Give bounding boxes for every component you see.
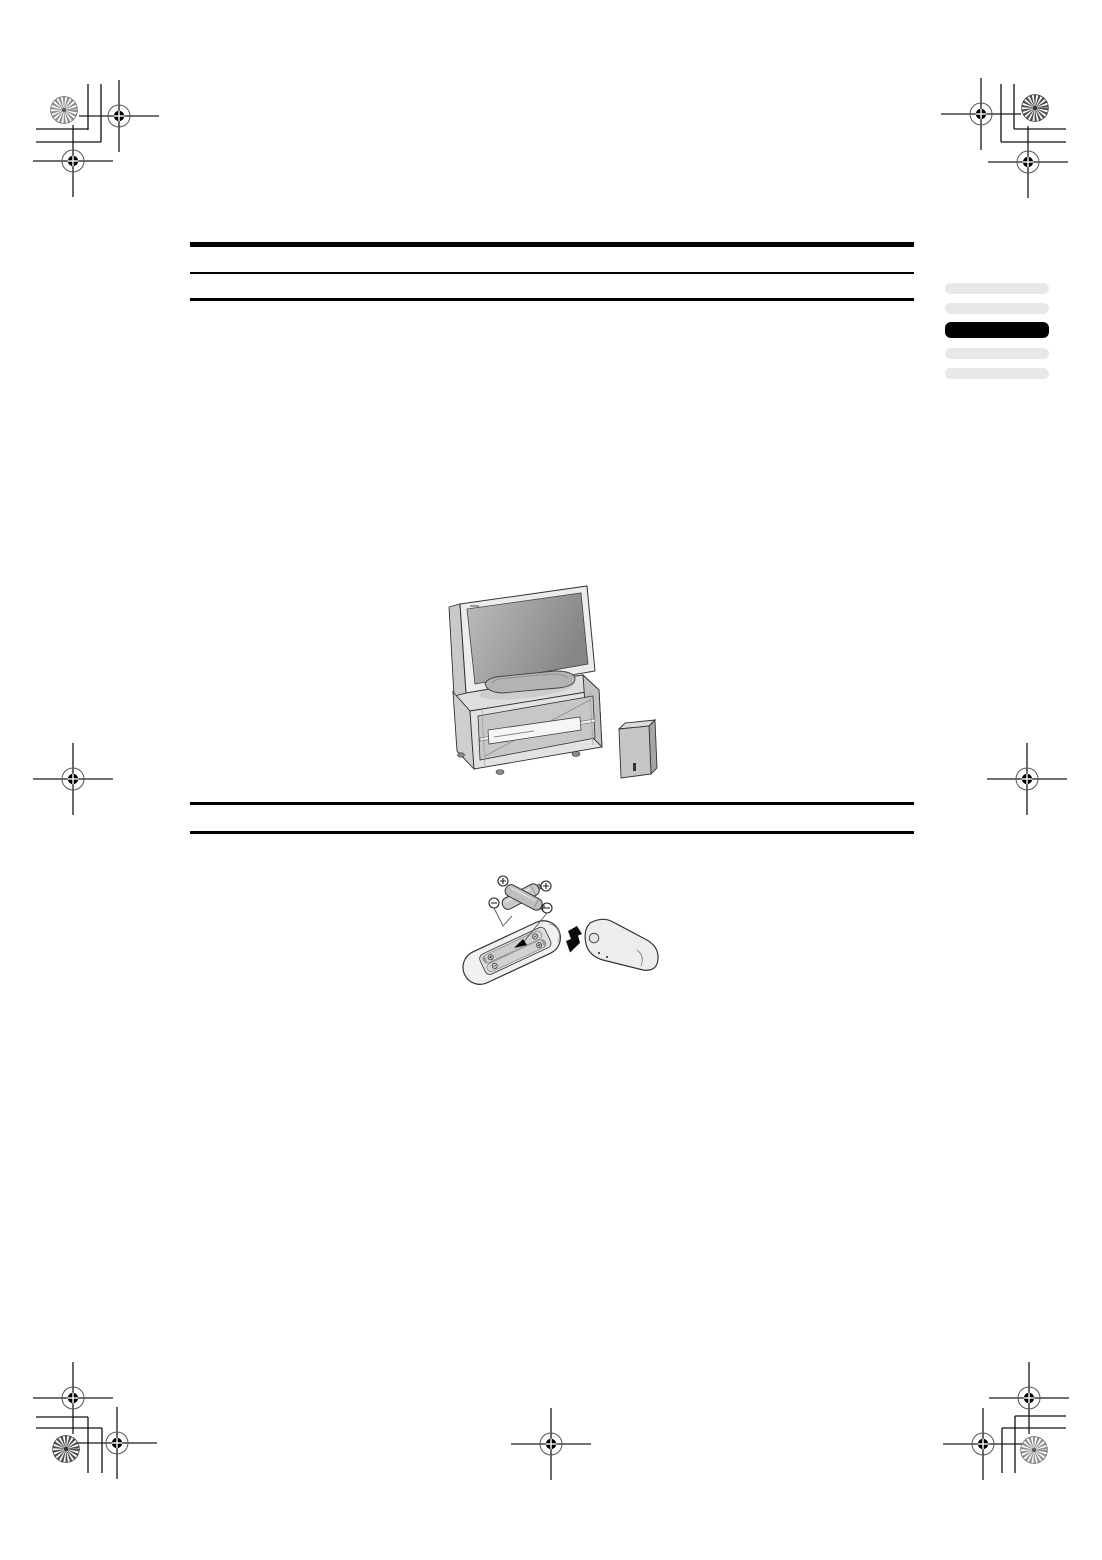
- divider-rule-upper: [190, 802, 914, 805]
- caster: [458, 753, 465, 757]
- thumb-index-bar-5: [945, 368, 1049, 379]
- header-rule-medium: [190, 298, 914, 301]
- thumb-index-bar-1: [945, 283, 1049, 294]
- divider-rule-lower: [190, 831, 914, 834]
- tv-on-stand-with-speaker-illustration: [430, 580, 680, 800]
- cover-dimple: [589, 933, 599, 943]
- battery-cover: [585, 919, 658, 970]
- header-rule-thick: [190, 242, 914, 247]
- minus-terminal-icon: [489, 898, 499, 908]
- cover-direction-arrow-icon: [566, 926, 582, 953]
- thumb-index-bar-4: [945, 348, 1049, 359]
- thumb-index-bar-3-active: [945, 322, 1049, 338]
- guide-line: [494, 908, 512, 926]
- speaker-slot: [633, 763, 636, 771]
- plus-terminal-icon: [498, 876, 508, 886]
- caster: [496, 770, 504, 775]
- header-rule-thin: [190, 272, 914, 274]
- remote-control-body: [457, 915, 566, 990]
- caster: [572, 752, 580, 757]
- plus-terminal-icon: [541, 881, 551, 891]
- remote-battery-installation-illustration: [440, 860, 680, 1000]
- speaker: [619, 720, 657, 778]
- tv: [449, 586, 595, 696]
- thumb-index-bar-2: [945, 303, 1049, 314]
